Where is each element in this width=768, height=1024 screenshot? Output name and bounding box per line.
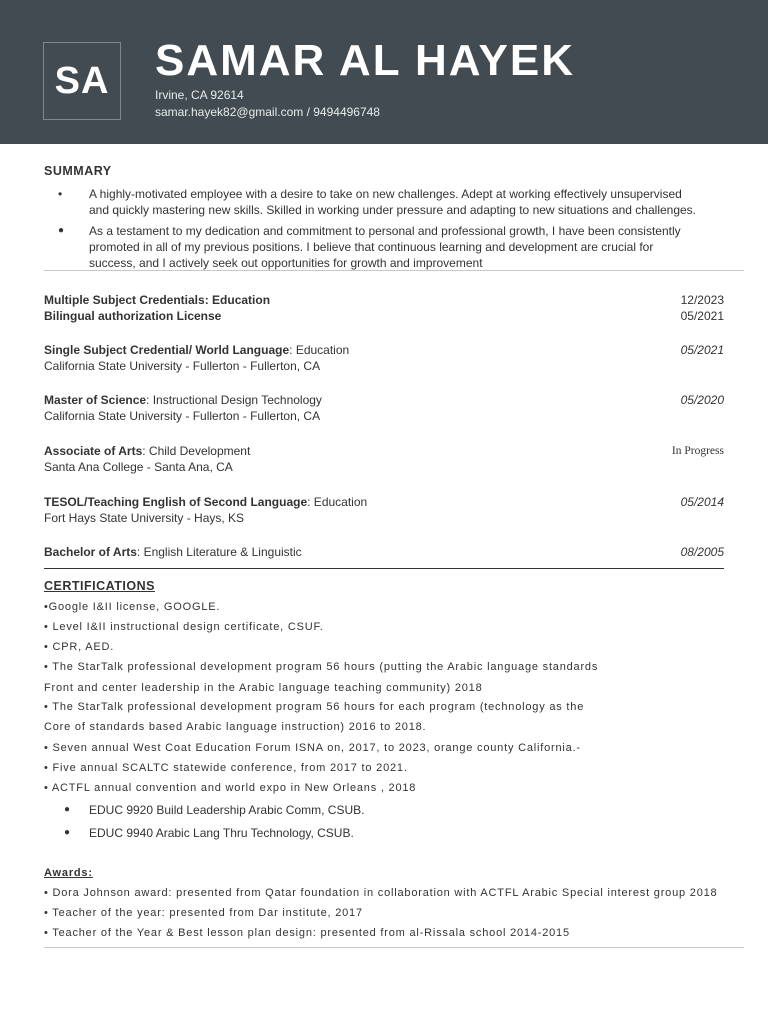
education-date: 05/2014 [680, 495, 724, 509]
candidate-name: SAMAR AL HAYEK [155, 36, 575, 85]
course-text: EDUC 9920 Build Leadership Arabic Comm, CSUB. [89, 803, 365, 817]
degree-field: : Child Development [142, 444, 251, 458]
institution: Santa Ana College - Santa Ana, CA [44, 460, 233, 474]
certification-line: • The StarTalk professional development program 56 hours (putting the Arabic language standards [44, 661, 599, 673]
degree-title: Bachelor of Arts [44, 545, 137, 559]
certification-line: • The StarTalk professional development program 56 hours for each program (technology as the [44, 701, 585, 713]
institution: California State University - Fullerton - Fullerton, CA [44, 359, 321, 373]
degree-title: TESOL/Teaching English of Second Language [44, 495, 308, 509]
date-line: 05/2021 [680, 309, 724, 323]
degree-field: : Education [289, 343, 350, 357]
award-line: • Teacher of the Year & Best lesson plan design: presented from al-Rissala school 2014-2015 [44, 927, 570, 939]
certifications-title: CERTIFICATIONS [44, 579, 155, 593]
summary-line: A highly-motivated employee with a desire to take on new challenges. Adept at working effectively unsupervised [89, 187, 682, 201]
award-line: • Dora Johnson award: presented from Qatar foundation in collaboration with ACTFL Arabic Special interest group 2018 [44, 887, 718, 899]
institution: Fort Hays State University - Hays, KS [44, 511, 245, 525]
certification-line: • Level I&II instructional design certificate, CSUF. [44, 621, 324, 633]
degree-title: Bilingual authorization License [44, 309, 222, 323]
bullet-marker: ● [64, 804, 71, 815]
degree-title: Master of Science [44, 393, 147, 407]
award-line: • Teacher of the year: presented from Dar institute, 2017 [44, 907, 363, 919]
certification-line: • ACTFL annual convention and world expo in New Orleans , 2018 [44, 782, 417, 794]
resume-header [0, 0, 768, 144]
bullet-marker: ● [64, 827, 71, 838]
education-entry [44, 392, 724, 424]
education-entry [44, 342, 724, 374]
summary-bullet [44, 223, 724, 271]
degree-title: Single Subject Credential/ World Language [44, 343, 290, 357]
awards-title: Awards: [44, 867, 93, 879]
education-date: 05/2020 [680, 393, 724, 407]
divider [44, 568, 724, 569]
education-date [681, 292, 724, 324]
education-date: In Progress [671, 445, 724, 457]
education-entry [44, 443, 724, 475]
institution: California State University - Fullerton - Fullerton, CA [44, 409, 321, 423]
degree-title: Multiple Subject Credentials: Education [44, 293, 271, 307]
summary-line: As a testament to my dedication and commitment to personal and professional growth, I have been consistently [89, 224, 681, 238]
education-entry [44, 544, 724, 560]
education-entry [44, 292, 724, 324]
location: Irvine, CA 92614 [155, 88, 244, 102]
summary-bullet [44, 186, 724, 218]
degree-title: Associate of Arts [44, 444, 143, 458]
degree-field: : Education [307, 495, 368, 509]
certification-line: • CPR, AED. [44, 641, 115, 653]
summary-line: and quickly mastering new skills. Skilled in working under pressure and adapting to new situations and challenges. [89, 203, 697, 217]
certification-line: Front and center leadership in the Arabic language teaching community) 2018 [44, 682, 483, 694]
divider [44, 947, 744, 948]
education-entry [44, 494, 724, 526]
bullet-marker: • [58, 187, 63, 201]
certification-line: •Google I&II license, GOOGLE. [44, 601, 221, 613]
course-item [44, 825, 724, 841]
bullet-marker: ● [58, 225, 65, 236]
education-date: 05/2021 [680, 343, 724, 357]
summary-line: promoted in all of my previous positions. I believe that continuous learning and development are crucial for [89, 240, 654, 254]
certification-line: • Five annual SCALTC statewide conference, from 2017 to 2021. [44, 762, 408, 774]
email-phone: samar.hayek82@gmail.com / 9494496748 [155, 105, 380, 119]
summary-title: SUMMARY [44, 164, 112, 178]
education-date: 08/2005 [680, 545, 724, 559]
course-item [44, 802, 724, 818]
degree-field: : Instructional Design Technology [146, 393, 322, 407]
certification-line: • Seven annual West Coat Education Forum ISNA on, 2017, to 2023, orange county California.- [44, 742, 581, 754]
summary-line: success, and I actively seek out opportunities for growth and improvement [89, 256, 483, 270]
certification-line: Core of standards based Arabic language instruction) 2016 to 2018. [44, 721, 427, 733]
degree-field: : English Literature & Linguistic [136, 545, 302, 559]
date-line: 12/2023 [680, 293, 724, 307]
monogram: SA [43, 42, 121, 120]
divider [44, 270, 744, 271]
course-text: EDUC 9940 Arabic Lang Thru Technology, CSUB. [89, 826, 354, 840]
